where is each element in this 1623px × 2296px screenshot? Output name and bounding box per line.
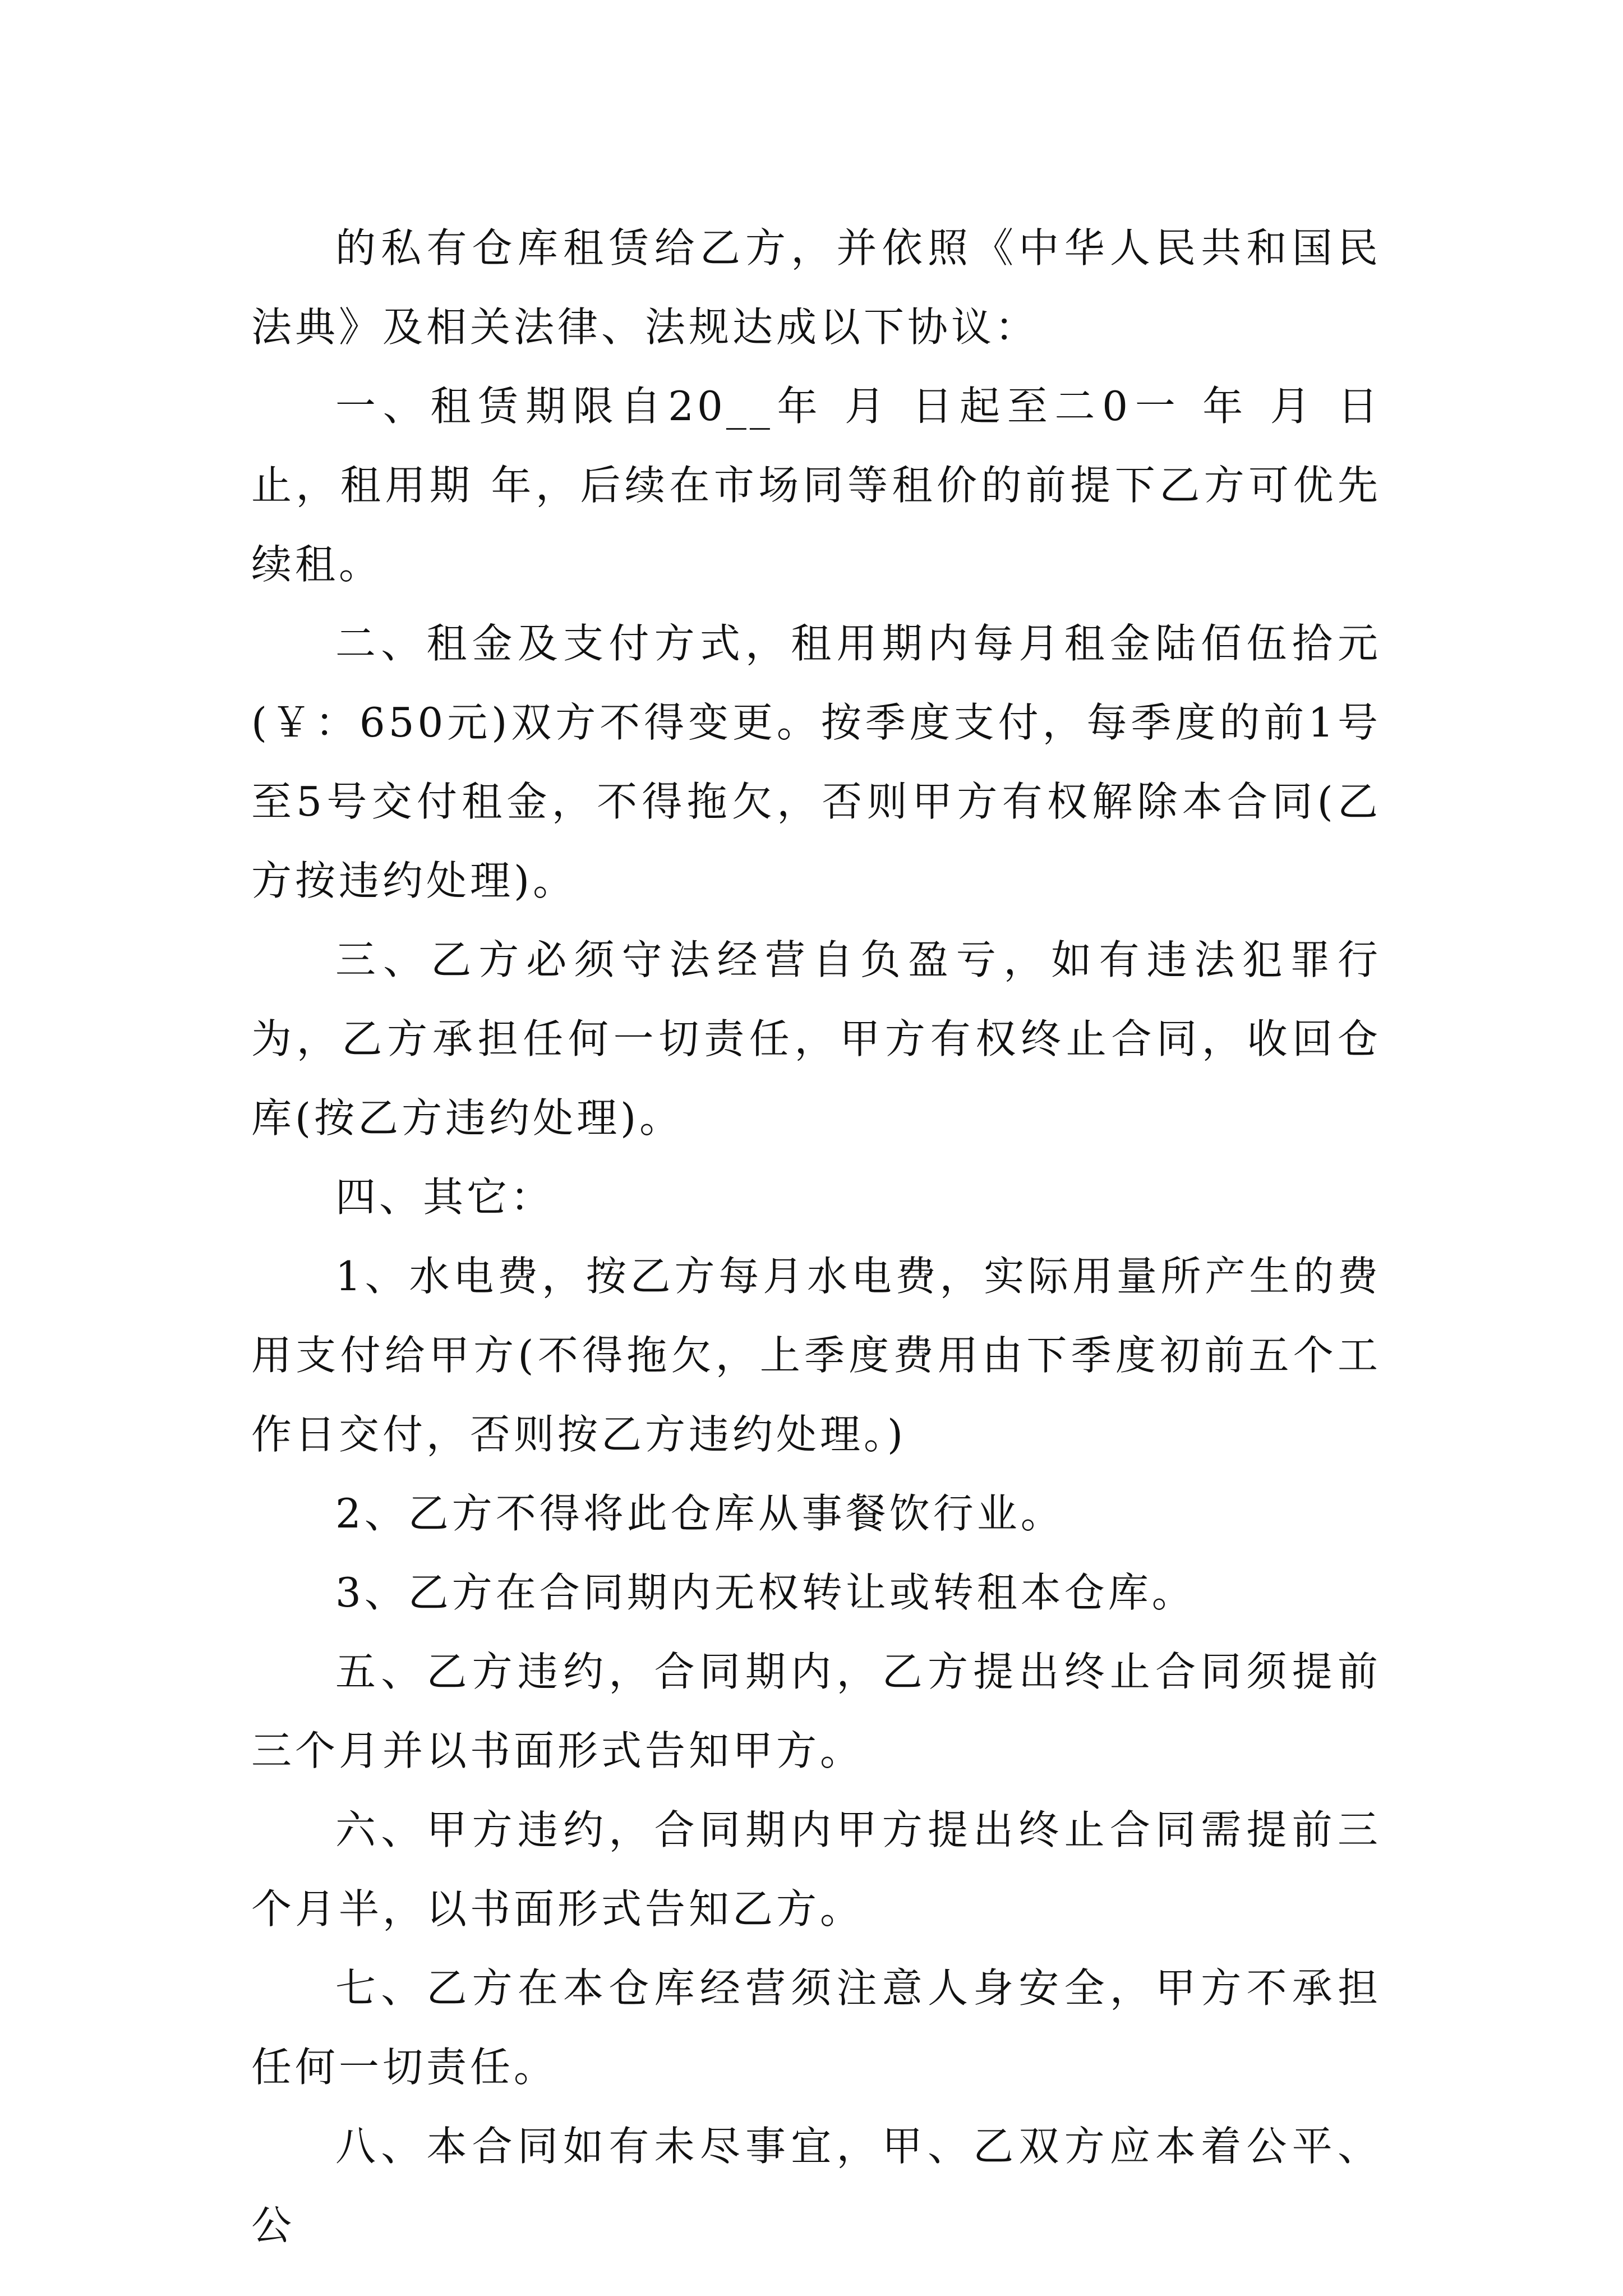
paragraph-clause-6-landlord-breach: 六、甲方违约，合同期内甲方提出终止合同需提前三个月半，以书面形式告知乙方。 — [251, 1806, 1381, 1932]
paragraph-clause-7-safety: 七、乙方在本仓库经营须注意人身安全，甲方不承担任何一切责任。 — [251, 1964, 1381, 2091]
paragraph-clause-2-rent-payment: 二、租金及支付方式，租用期内每月租金陆佰伍拾元(￥：650元)双方不得变更。按季度支付，每季度的前1号至5号交付租金，不得拖欠，否则甲方有权解除本合同(乙方按违约处理)。 — [251, 620, 1381, 904]
paragraph-item-3-no-sublease: 3、乙方在合同期内无权转让或转租本仓库。 — [335, 1569, 1196, 1616]
paragraph-clause-4-other: 四、其它： — [335, 1174, 555, 1221]
paragraph-clause-5-tenant-breach: 五、乙方违约，合同期内，乙方提出终止合同须提前三个月并以书面形式告知甲方。 — [251, 1648, 1381, 1774]
paragraph-clause-8-unresolved-matters: 八、本合同如有未尽事宜，甲、乙双方应本着公平、公 — [251, 2123, 1381, 2249]
paragraph-intro: 的私有仓库租赁给乙方，并依照《中华人民共和国民法典》及相关法律、法规达成以下协议： — [251, 224, 1381, 351]
paragraph-clause-3-lawful-operation: 三、乙方必须守法经营自负盈亏，如有违法犯罪行为，乙方承担任何一切责任，甲方有权终止合同，收回仓库(按乙方违约处理)。 — [251, 936, 1381, 1142]
contract-body — [251, 209, 1381, 2265]
paragraph-item-2-no-catering: 2、乙方不得将此仓库从事餐饮行业。 — [335, 1490, 1064, 1537]
paragraph-clause-1-lease-term: 一、租赁期限自20__年 月 日起至二0一 年 月 日止，租用期 年，后续在市场同等租价的前提下乙方可优先续租。 — [251, 383, 1381, 588]
paragraph-item-1-utilities: 1、水电费，按乙方每月水电费，实际用量所产生的费用支付给甲方(不得拖欠，上季度费用由下季度初前五个工作日交付，否则按乙方违约处理。) — [251, 1253, 1381, 1458]
